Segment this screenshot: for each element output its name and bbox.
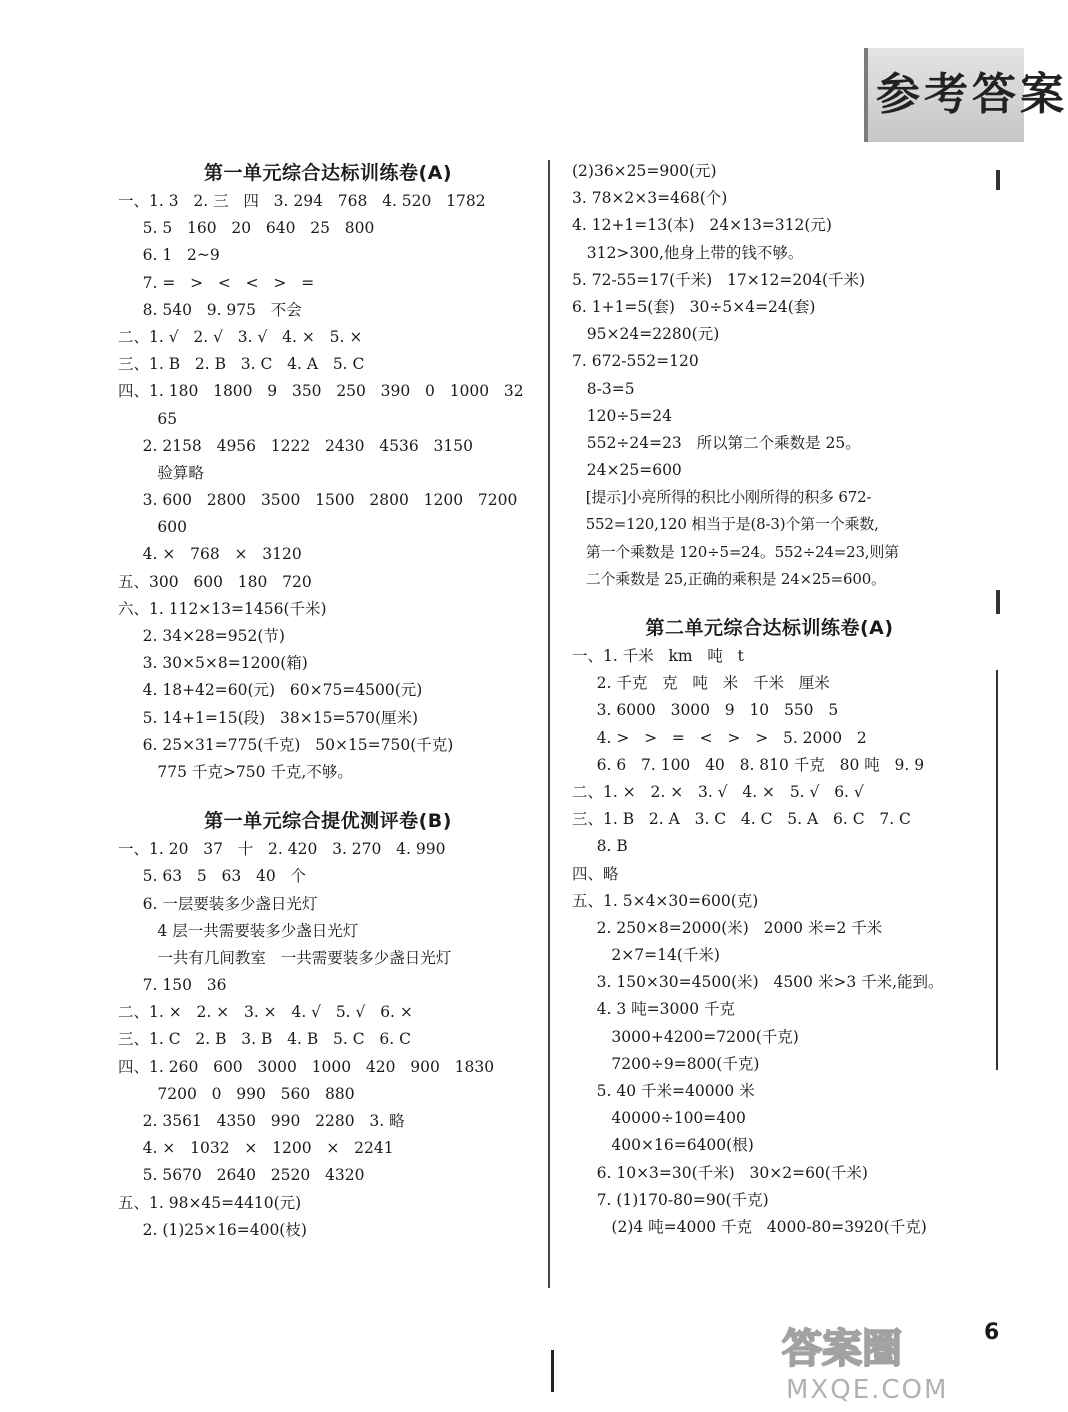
answer-line: 3. 78×2×3=468(个) bbox=[572, 189, 728, 208]
answer-line: 2. 250×8=2000(米) 2000 米=2 千米 bbox=[572, 918, 883, 937]
answer-line: 二、1. √ 2. √ 3. √ 4. × 5. × bbox=[118, 327, 363, 346]
answer-line: 一共有几间教室 一共需要装多少盏日光灯 bbox=[118, 948, 452, 967]
answer-line: 3000+4200=7200(千克) bbox=[572, 1027, 799, 1046]
answer-line: 五、1. 98×45=4410(元) bbox=[118, 1193, 302, 1212]
answer-line: 40000÷100=400 bbox=[572, 1109, 746, 1128]
section-title: 第二单元综合达标训练卷(A) bbox=[645, 617, 894, 639]
edge-mark bbox=[996, 590, 1000, 614]
answer-line: 2. (1)25×16=400(枝) bbox=[118, 1220, 307, 1239]
binding-mark bbox=[551, 1350, 554, 1392]
answer-line: 四、略 bbox=[572, 864, 619, 883]
answer-line: 3. 150×30=4500(米) 4500 米>3 千米,能到。 bbox=[572, 973, 944, 992]
answer-line: 4. > > = < > > 5. 2000 2 bbox=[572, 728, 867, 747]
answer-line: 5. 14+1=15(段) 38×15=570(厘米) bbox=[118, 708, 419, 727]
section-spacer bbox=[572, 593, 967, 613]
answer-line: 二、1. × 2. × 3. √ 4. × 5. √ 6. √ bbox=[572, 782, 864, 801]
answer-line: 6. 1+1=5(套) 30÷5×4=24(套) bbox=[572, 297, 816, 316]
right-column bbox=[572, 158, 967, 1241]
answer-line: 6. 10×3=30(千米) 30×2=60(千米) bbox=[572, 1163, 868, 1182]
hint-line: 552=120,120 相当于是(8-3)个第一个乘数, bbox=[572, 515, 879, 534]
column-divider bbox=[548, 160, 550, 1288]
answer-line: (2)4 吨=4000 千克 4000-80=3920(千克) bbox=[572, 1217, 927, 1236]
answer-line: 3. 6000 3000 9 10 550 5 bbox=[572, 701, 839, 720]
section-title: 第一单元综合达标训练卷(A) bbox=[203, 162, 453, 184]
answer-line: 4. 12+1=13(本) 24×13=312(元) bbox=[572, 216, 832, 235]
answer-line: 4. 18+42=60(元) 60×75=4500(元) bbox=[118, 681, 423, 700]
answer-line: 5. 72-55=17(千米) 17×12=204(千米) bbox=[572, 270, 866, 289]
answer-line: 5. 63 5 63 40 个 bbox=[118, 867, 307, 886]
watermark-text: 答案圈 bbox=[782, 1326, 902, 1372]
answer-line: 7200÷9=800(千克) bbox=[572, 1054, 760, 1073]
answer-line: 2. 2158 4956 1222 2430 4536 3150 bbox=[118, 436, 473, 455]
edge-mark bbox=[996, 670, 998, 1070]
hint-line: [提示]小亮所得的积比小刚所得的积多 672- bbox=[572, 488, 872, 507]
answer-line: 3. 600 2800 3500 1500 2800 1200 7200 bbox=[118, 491, 518, 510]
answer-line: 3. 30×5×8=1200(箱) bbox=[118, 654, 308, 673]
watermark-logo bbox=[772, 1318, 992, 1406]
answer-line: 65 bbox=[118, 409, 178, 428]
answer-line: 一、1. 千米 km 吨 t bbox=[572, 647, 744, 665]
answer-line: 6. 6 7. 100 40 8. 810 千克 80 吨 9. 9 bbox=[572, 755, 925, 774]
answer-line: 5. 40 千米=40000 米 bbox=[572, 1082, 755, 1100]
answer-line: 4. 3 吨=3000 千克 bbox=[572, 1000, 735, 1019]
answer-line: 四、1. 260 600 3000 1000 420 900 1830 bbox=[118, 1057, 495, 1076]
answer-line: 4 层一共需要装多少盏日光灯 bbox=[118, 921, 359, 940]
edge-mark bbox=[996, 170, 1000, 190]
answer-line: 三、1. B 2. A 3. C 4. C 5. A 6. C 7. C bbox=[572, 810, 911, 829]
answer-line: 四、1. 180 1800 9 350 250 390 0 1000 32 bbox=[118, 382, 524, 401]
answer-line: 95×24=2280(元) bbox=[572, 325, 720, 344]
hint-line: 二个乘数是 25,正确的乘积是 24×25=600。 bbox=[572, 569, 886, 588]
answer-line: 8. 540 9. 975 不会 bbox=[118, 300, 302, 319]
header-title: 参考答案 bbox=[876, 69, 1068, 120]
answer-line: 600 bbox=[118, 518, 188, 537]
answer-line: 7. (1)170-80=90(千克) bbox=[572, 1190, 769, 1209]
answer-line: 7. = > < < > = bbox=[118, 273, 315, 292]
answer-line: 五、300 600 180 720 bbox=[118, 572, 312, 591]
answer-line: 775 千克>750 千克,不够。 bbox=[118, 762, 353, 781]
answer-line: 6. 一层要装多少盏日光灯 bbox=[118, 894, 318, 913]
answer-line: 验算略 bbox=[118, 463, 204, 482]
answer-line: 6. 1 2~9 bbox=[118, 246, 220, 265]
answer-line: 8. B bbox=[572, 837, 628, 856]
answer-line: 5. 5 160 20 640 25 800 bbox=[118, 219, 375, 238]
answer-line: 7. 672-552=120 bbox=[572, 352, 699, 371]
hint-line: 第一个乘数是 120÷5=24。552÷24=23,则第 bbox=[572, 542, 899, 561]
answer-line: 六、1. 112×13=1456(千米) bbox=[118, 599, 327, 618]
page-number: 6 bbox=[984, 1320, 1000, 1345]
answer-line: 400×16=6400(根) bbox=[572, 1136, 754, 1155]
answer-line: 2×7=14(千米) bbox=[572, 946, 720, 965]
answer-line: 三、1. B 2. B 3. C 4. A 5. C bbox=[118, 355, 365, 374]
answer-line: 五、1. 5×4×30=600(克) bbox=[572, 891, 759, 910]
answer-line: 312>300,他身上带的钱不够。 bbox=[572, 243, 804, 262]
answer-line: 一、1. 20 37 十 2. 420 3. 270 4. 990 bbox=[118, 840, 446, 859]
section-title: 第一单元综合提优测评卷(B) bbox=[204, 810, 452, 833]
answer-line: 4. × 1032 × 1200 × 2241 bbox=[118, 1139, 394, 1158]
answer-line: 120÷5=24 bbox=[572, 406, 672, 425]
answer-line: 24×25=600 bbox=[572, 461, 682, 480]
answer-line: 5. 5670 2640 2520 4320 bbox=[118, 1166, 365, 1185]
answer-line: 7. 150 36 bbox=[118, 976, 227, 995]
answer-line: 二、1. × 2. × 3. × 4. √ 5. √ 6. × bbox=[118, 1003, 413, 1022]
answer-line: 2. 3561 4350 990 2280 3. 略 bbox=[118, 1112, 405, 1130]
answer-line: 三、1. C 2. B 3. B 4. B 5. C 6. C bbox=[118, 1030, 411, 1049]
watermark-url: MXQE.COM bbox=[786, 1375, 949, 1405]
answer-line: 4. × 768 × 3120 bbox=[118, 545, 302, 564]
left-column bbox=[118, 158, 538, 1244]
answer-line: 2. 千克 克 吨 米 千米 厘米 bbox=[572, 674, 830, 693]
answer-line: (2)36×25=900(元) bbox=[572, 162, 717, 180]
section-spacer bbox=[118, 786, 538, 806]
answer-line: 6. 25×31=775(千克) 50×15=750(千克) bbox=[118, 735, 454, 754]
answer-line: 2. 34×28=952(节) bbox=[118, 627, 285, 645]
answer-line: 8-3=5 bbox=[572, 379, 635, 398]
answer-line: 552÷24=23 所以第二个乘数是 25。 bbox=[572, 433, 861, 452]
answer-line: 7200 0 990 560 880 bbox=[118, 1084, 355, 1103]
answer-line: 一、1. 3 2. 三 四 3. 294 768 4. 520 1782 bbox=[118, 192, 486, 210]
